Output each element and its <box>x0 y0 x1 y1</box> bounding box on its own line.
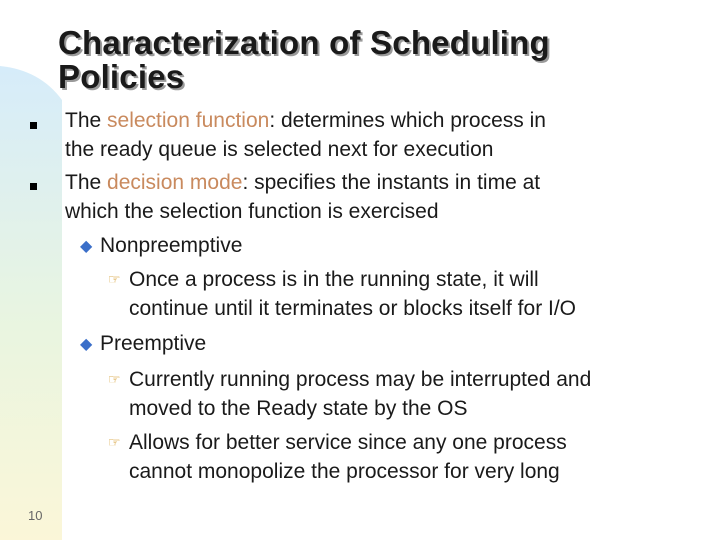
sub-sub-bullet-text: Once a process is in the running state, it will <box>129 268 539 291</box>
title-line-2: Policies <box>58 58 185 95</box>
sub-sub-bullet-text: Currently running process may be interrupted and <box>129 368 592 391</box>
bullet-text-continued: which the selection function is exercised <box>65 200 439 223</box>
page-number: 10 <box>28 508 43 523</box>
bullet-text <box>65 108 546 134</box>
text-fragment: The <box>65 171 108 194</box>
title-line-1: Characterization of Scheduling <box>58 24 550 61</box>
sub-sub-bullet-text-continued: cannot monopolize the processor for very long <box>129 460 560 483</box>
bullet-text <box>65 170 540 196</box>
diamond-bullet-icon: ◆ <box>80 238 93 255</box>
pointing-hand-icon: ☞ <box>108 434 121 450</box>
text-fragment: : specifies the instants in time at <box>242 171 541 194</box>
sub-sub-bullet-text: Allows for better service since any one process <box>129 431 567 454</box>
pointing-hand-icon: ☞ <box>108 271 121 287</box>
sub-bullet-label: Nonpreemptive <box>100 234 243 257</box>
text-fragment: The <box>65 109 108 132</box>
sub-sub-bullet-text-continued: continue until it terminates or blocks itself for I/O <box>129 297 577 320</box>
text-fragment: : determines which process in <box>269 109 546 132</box>
bullet-square-icon <box>30 183 37 190</box>
sub-sub-bullet-text-continued: moved to the Ready state by the OS <box>129 397 468 420</box>
bullet-text-continued: the ready queue is selected next for execution <box>65 138 494 161</box>
sub-bullet-label: Preemptive <box>100 332 207 355</box>
bullet-square-icon <box>30 122 37 129</box>
pointing-hand-icon: ☞ <box>108 371 121 387</box>
highlight-term: decision mode <box>107 171 243 194</box>
diamond-bullet-icon: ◆ <box>80 336 93 353</box>
highlight-term: selection function <box>107 109 270 132</box>
